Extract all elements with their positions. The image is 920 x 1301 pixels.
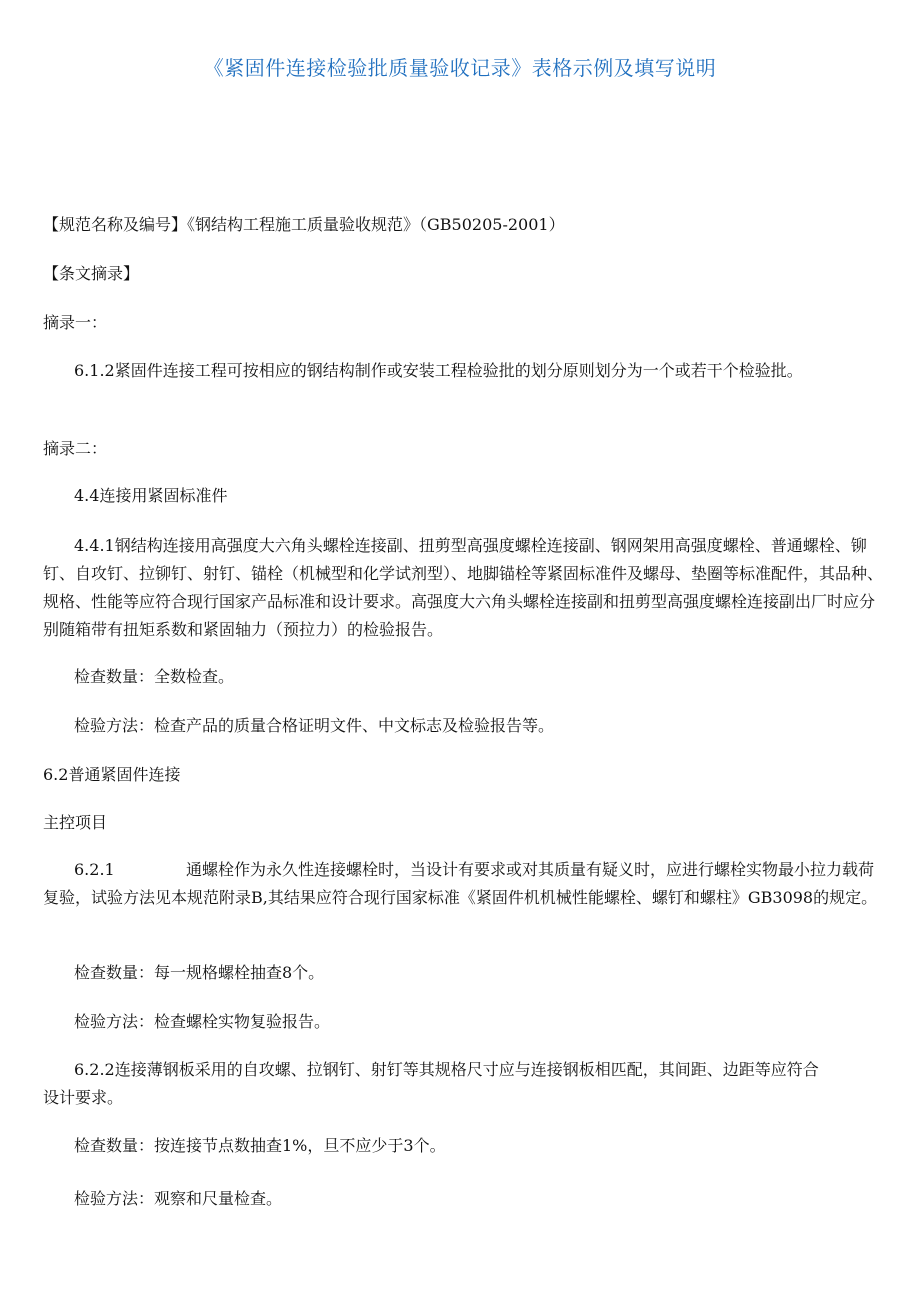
clause-6-1-2: 6.1.2紧固件连接工程可按相应的钢结构制作或安装工程检验批的划分原则划分为一个或若干个检验批。 <box>74 361 803 380</box>
check-method-2: 检验方法：检查螺栓实物复验报告。 <box>74 1012 331 1031</box>
section-4-4-heading: 4.4连接用紧固标准件 <box>74 486 228 505</box>
clause-6-2-1-text: 通螺栓作为永久性连接螺栓时，当设计有要求或对其质量有疑义时，应进行螺栓实物最小拉力载荷复验，试验方法见本规范附录B,其结果应符合现行国家标准《紧固件机机械性能螺栓、螺钉和螺柱》GB3098的规定。 <box>43 860 878 907</box>
clause-4-4-1: 4.4.1钢结构连接用高强度大六角头螺栓连接副、扭剪型高强度螺栓连接副、钢网架用高强度螺栓、普通螺栓、铆钉、自攻钉、拉铆钉、射钉、锚栓（机械型和化学试剂型）、地脚锚栓等紧固标准件及螺母、垫圈等标准配件，其品种、规格、性能等应符合现行国家产品标准和设计要求。高强度大六角头螺栓连接副和扭剪型高强度螺栓连接副出厂时应分别随箱带有扭矩系数和紧固轴力（预拉力）的检验报告。 <box>43 536 884 639</box>
excerpt-two-label: 摘录二： <box>43 439 108 458</box>
clause-6-2-1-number: 6.2.1 <box>74 860 115 879</box>
section-6-2-heading: 6.2普通紧固件连接 <box>43 765 181 784</box>
clause-6-2-2: 6.2.2连接薄钢板采用的自攻螺、拉钢钉、射钉等其规格尺寸应与连接钢板相匹配，其间距、边距等应符合设计要求。 <box>43 1060 819 1107</box>
clauses-heading: 【条文摘录】 <box>43 264 140 283</box>
check-quantity-2: 检查数量：每一规格螺栓抽查8个。 <box>74 963 325 982</box>
excerpt-one-label: 摘录一： <box>43 313 108 332</box>
clause-6-2-1 <box>43 856 883 912</box>
document-title: 《紧固件连接检验批质量验收记录》表格示例及填写说明 <box>203 56 717 80</box>
check-method-1: 检验方法：检查产品的质量合格证明文件、中文标志及检验报告等。 <box>74 716 555 735</box>
standard-line: 【规范名称及编号】《钢结构工程施工质量验收规范》（GB50205-2001） <box>43 215 565 234</box>
check-quantity-1: 检查数量：全数检查。 <box>74 667 235 686</box>
main-control-heading: 主控项目 <box>43 813 108 832</box>
check-method-3: 检验方法：观察和尺量检查。 <box>74 1189 283 1208</box>
check-quantity-3: 检查数量：按连接节点数抽查1%，旦不应少于3个。 <box>74 1136 446 1155</box>
